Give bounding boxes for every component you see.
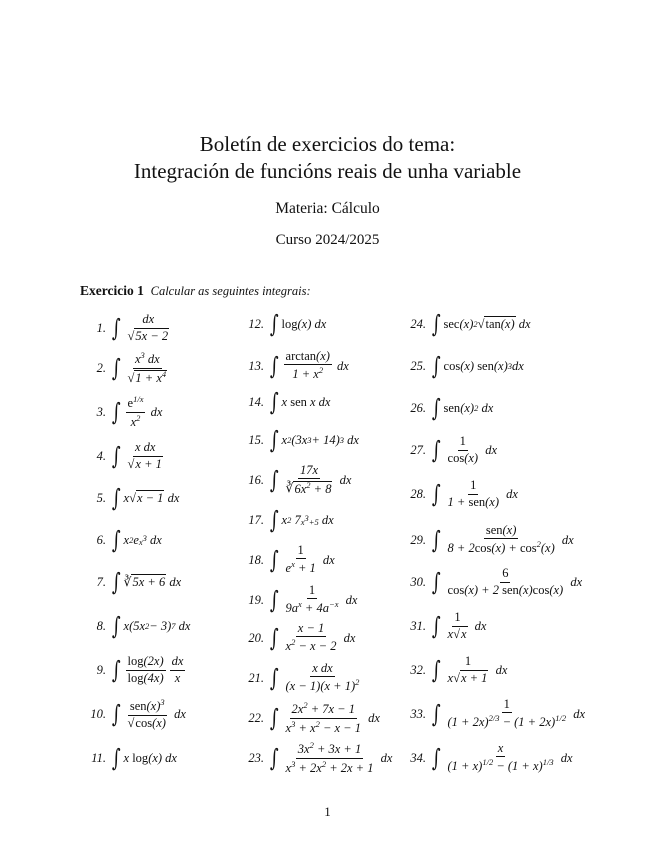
integral-17: 17. ∫ x 2 7 $x^3+5$ dx <box>240 500 334 540</box>
page-number: 1 <box>324 804 331 819</box>
integral-4: 4. ∫ x dx √x + 1 <box>84 436 167 476</box>
integral-number: 30. <box>410 574 426 589</box>
integral-21: 21. ∫ x dx $(x - 1)(x + 1)^2$ <box>240 658 363 698</box>
integral-number: 1. <box>96 320 106 335</box>
integral-12: 12. ∫ log (x) dx <box>240 304 326 344</box>
integral-number: 17. <box>248 512 264 527</box>
integral-number: 7. <box>96 574 106 589</box>
integral-9: 9. ∫ log(2x) log(4x) dx x <box>84 650 187 690</box>
course-line: Curso 2024/2025 <box>275 232 380 248</box>
integral-23: 23. ∫ $3x^2 + 3x + 1$ $x^3 + 2x^2 + 2x + 1$ dx <box>240 738 392 778</box>
integral-number: 28. <box>410 486 426 501</box>
integral-22: 22. ∫ $2x^2 + 7x - 1$ $x^3 + x^2 - x - 1$ dx <box>240 698 380 738</box>
integral-number: 12. <box>248 316 264 331</box>
integral-13: 13. ∫ arctan(x) $1 + x^2$ dx <box>240 346 349 386</box>
integral-2: 2. ∫ $x^3$ dx $√1 + x^4$ <box>84 348 171 388</box>
integral-7: 7. ∫ ∛ 5x + 6 dx <box>84 562 181 602</box>
integral-number: 3. <box>96 404 106 419</box>
integral-5: 5. ∫ x √ x − 1 dx <box>84 478 179 518</box>
integral-15: 15. ∫ x 2 (3x 3 + 14) 3 dx <box>240 420 359 460</box>
integral-number: 10. <box>90 706 106 721</box>
integral-11: 11. ∫ x log (x) dx <box>84 738 177 778</box>
integral-number: 19. <box>248 592 264 607</box>
integral-number: 23. <box>248 750 264 765</box>
integral-number: 16. <box>248 472 264 487</box>
integral-1: 1. ∫ dx √5x − 2 <box>84 308 173 348</box>
integral-number: 8. <box>96 618 106 633</box>
integral-18: 18. ∫ 1 $e^x + 1$ dx <box>240 540 335 580</box>
integral-20: 20. ∫ x − 1 $x^2 - x - 2$ dx <box>240 618 355 658</box>
integral-number: 13. <box>248 358 264 373</box>
integral-number: 27. <box>410 442 426 457</box>
integral-number: 24. <box>410 316 426 331</box>
exercise-instruction: Calcular as seguintes integrais: <box>150 284 311 298</box>
title-line-2: Integración de funcións reais de unha variable <box>133 159 522 183</box>
integral-19: 19. ∫ 1 $9a^x + 4a^{-x}$ dx <box>240 580 357 620</box>
integral-34: 34. ∫ x $(1 + x)^{1/2} - (1 + x)^{1/3}$ dx <box>402 738 573 778</box>
integral-number: 31. <box>410 618 426 633</box>
integral-6: 6. ∫ x 2 e $x^3$ dx <box>84 520 162 560</box>
integral-30: 30. ∫ 6 cos(x) + 2 sen(x)cos(x) dx <box>402 562 582 602</box>
integral-3: 3. ∫ $e^{1/x}$ $x^2$ dx <box>84 392 162 432</box>
integral-number: 9. <box>96 662 106 677</box>
integral-number: 21. <box>248 670 264 685</box>
subject-line: Materia: Cálculo <box>275 200 380 217</box>
exercise-label: Exercicio 1 <box>80 283 144 298</box>
integral-number: 4. <box>96 448 106 463</box>
integral-26: 26. ∫ sen (x) 2 dx <box>402 388 493 428</box>
exercise-heading <box>80 283 311 299</box>
integral-number: 25. <box>410 358 426 373</box>
integral-number: 26. <box>410 400 426 415</box>
integral-10: 10. ∫ $sen(x)^3$ √cos(x) dx <box>84 694 186 734</box>
integral-33: 33. ∫ 1 $(1 + 2x)^{2/3} - (1 + 2x)^{1/2}$ dx <box>402 694 585 734</box>
integral-27: 27. ∫ 1 cos(x) dx <box>402 430 497 470</box>
integral-number: 20. <box>248 630 264 645</box>
integral-14: 14. ∫ x sen x dx <box>240 382 330 422</box>
integral-number: 11. <box>91 750 106 765</box>
integral-number: 32. <box>410 662 426 677</box>
integral-32: 32. ∫ 1 x√x + 1 dx <box>402 650 507 690</box>
integral-number: 14. <box>248 394 264 409</box>
integral-number: 18. <box>248 552 264 567</box>
integral-number: 34. <box>410 750 426 765</box>
integral-29: 29. ∫ sen(x) $8 + 2\cos(x) + \cos^2(x)$ dx <box>402 520 574 560</box>
integral-number: 5. <box>96 490 106 505</box>
integral-8: 8. ∫ x(5x 2 − 3) 7 dx <box>84 606 190 646</box>
integral-number: 33. <box>410 706 426 721</box>
integral-number: 6. <box>96 532 106 547</box>
integral-number: 15. <box>248 432 264 447</box>
integral-25: 25. ∫ cos (x) sen (x) 3 dx <box>402 346 524 386</box>
integral-16: 16. ∫ 17x $∛6x^2 + 8$ dx <box>240 460 351 500</box>
integral-28: 28. ∫ 1 1 + sen(x) dx <box>402 474 518 514</box>
integral-number: 29. <box>410 532 426 547</box>
integral-number: 22. <box>248 710 264 725</box>
integral-24: 24. ∫ sec (x) 2 √ tan(x) dx <box>402 304 531 344</box>
integral-number: 2. <box>96 360 106 375</box>
title-line-1: Boletín de exercicios do tema: <box>199 132 456 156</box>
integral-31: 31. ∫ 1 x√x dx <box>402 606 486 646</box>
